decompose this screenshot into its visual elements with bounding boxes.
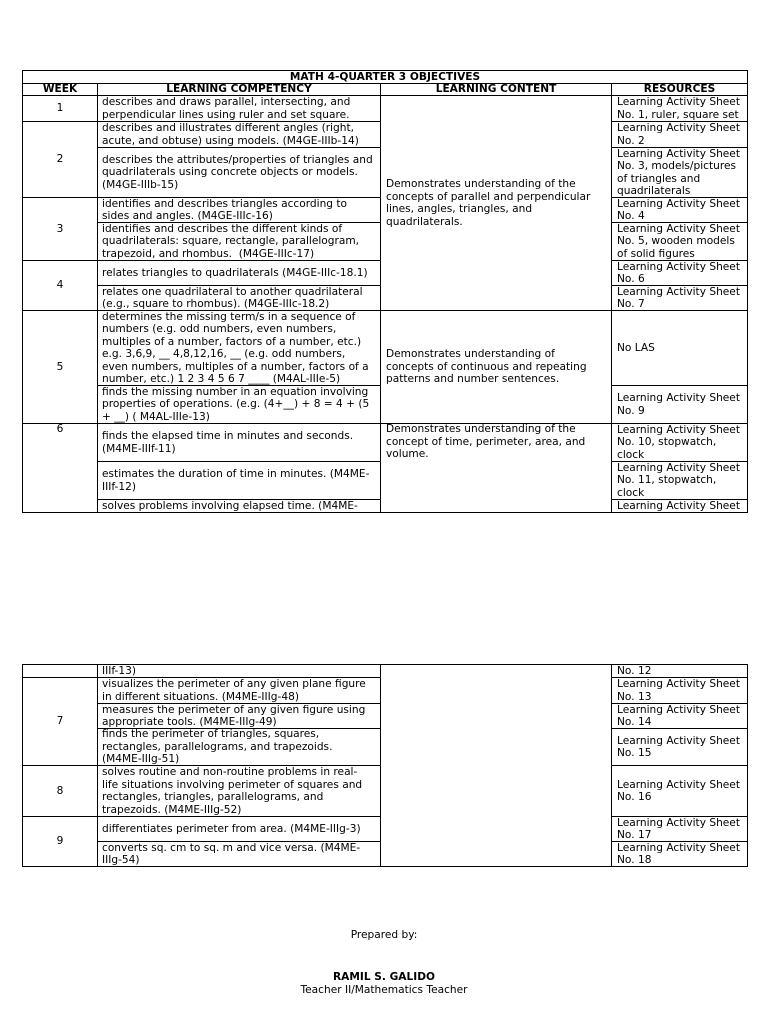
week-number: 5 bbox=[56, 360, 64, 373]
competency-cell bbox=[98, 311, 381, 386]
week-cell bbox=[23, 96, 98, 122]
competency-cell bbox=[98, 817, 381, 842]
week-cell-empty bbox=[23, 665, 98, 678]
header-resources: RESOURCES bbox=[643, 83, 716, 96]
header-content: LEARNING CONTENT bbox=[435, 83, 557, 96]
objectives-table bbox=[22, 70, 748, 513]
resources-text: Learning Activity Sheet No. 7 bbox=[617, 285, 740, 310]
header-resources-cell bbox=[612, 84, 748, 96]
competency-text: relates one quadrilateral to another quadrilateral (e.g., square to rhombus). (M4GE-IIIc-18.2) bbox=[102, 285, 363, 310]
resources-cell bbox=[612, 665, 748, 678]
resources-cell bbox=[612, 386, 748, 424]
competency-text: describes and illustrates different angles (right, acute, and obtuse) using models. (M4GE-IIIb-14) bbox=[102, 122, 359, 147]
week-cell bbox=[23, 122, 98, 198]
learning-content-cell bbox=[381, 311, 612, 424]
competency-text: relates triangles to quadrilaterals (M4GE-IIIc-18.1) bbox=[102, 266, 368, 279]
resources-text: Learning Activity Sheet No. 17 bbox=[617, 816, 740, 841]
week-cell bbox=[23, 817, 98, 867]
header-content-cell bbox=[381, 84, 612, 96]
competency-text: solves routine and non-routine problems in real- life situations involving perimeter of squares and rectangles, triangles, parallelograms, and trapezoids. (M4ME-IIIg-52) bbox=[102, 766, 363, 816]
competency-text: visualizes the perimeter of any given plane figure in different situations. (M4ME-IIIg-48) bbox=[102, 678, 366, 703]
resources-text: Learning Activity Sheet No. 13 bbox=[617, 678, 740, 703]
competency-cell bbox=[98, 424, 381, 462]
competency-text: differentiates perimeter from area. (M4ME-IIIg-3) bbox=[102, 822, 361, 835]
competency-cell bbox=[98, 665, 381, 678]
week-cell bbox=[23, 766, 98, 817]
resources-text: No. 12 bbox=[617, 664, 652, 677]
competency-text: identifies and describes triangles according to sides and angles. (M4GE-IIIc-16) bbox=[102, 197, 348, 222]
prepared-by-label: Prepared by: bbox=[350, 929, 418, 941]
resources-text: Learning Activity Sheet No. 16 bbox=[617, 778, 740, 803]
learning-content-cell bbox=[381, 665, 612, 867]
header-competency-cell bbox=[98, 84, 381, 96]
resources-text: Learning Activity Sheet bbox=[617, 499, 740, 512]
resources-text: Learning Activity Sheet No. 15 bbox=[617, 734, 740, 759]
competency-cell bbox=[98, 766, 381, 817]
competency-text: IIIf-13) bbox=[102, 664, 136, 677]
resources-cell bbox=[612, 817, 748, 842]
competency-cell bbox=[98, 198, 381, 223]
week-cell bbox=[23, 261, 98, 311]
learning-content-cell bbox=[381, 96, 612, 311]
resources-cell bbox=[612, 122, 748, 148]
learning-content-text: Demonstrates understanding of the concepts of parallel and perpendicular lines, angles, triangles, and quadrilaterals. bbox=[386, 178, 591, 228]
resources-cell bbox=[612, 842, 748, 867]
resources-cell bbox=[612, 424, 748, 462]
competency-text: finds the perimeter of triangles, squares, rectangles, parallelograms, and trapezoids. (M4ME-IIIg-51) bbox=[102, 728, 333, 766]
table-row bbox=[23, 96, 748, 122]
competency-text: describes and draws parallel, intersecting, and perpendicular lines using ruler and set square. bbox=[102, 96, 351, 121]
resources-text: Learning Activity Sheet No. 14 bbox=[617, 703, 740, 728]
competency-text: estimates the duration of time in minutes. (M4ME- IIIf-12) bbox=[102, 468, 370, 493]
competency-text: converts sq. cm to sq. m and vice versa. (M4ME- IIIg-54) bbox=[102, 841, 361, 866]
competency-cell bbox=[98, 462, 381, 500]
resources-cell bbox=[612, 704, 748, 729]
competency-cell bbox=[98, 286, 381, 311]
resources-cell bbox=[612, 766, 748, 817]
header-competency: LEARNING COMPETENCY bbox=[166, 83, 312, 96]
competency-cell bbox=[98, 223, 381, 261]
week-cell bbox=[23, 678, 98, 766]
resources-cell bbox=[612, 500, 748, 513]
resources-cell bbox=[612, 223, 748, 261]
resources-text: Learning Activity Sheet No. 9 bbox=[617, 392, 740, 417]
week-number: 9 bbox=[56, 835, 64, 848]
week-number: 1 bbox=[56, 102, 64, 115]
table-row bbox=[23, 665, 748, 678]
resources-text: Learning Activity Sheet No. 11, stopwatch, clock bbox=[617, 461, 740, 499]
competency-cell bbox=[98, 122, 381, 148]
week-number: 4 bbox=[56, 279, 64, 292]
competency-text: finds the missing number in an equation involving properties of operations. (e.g. (4+__) + 8 = 4 + (5 + __) ( M4AL-IIIe-13) bbox=[102, 385, 370, 423]
competency-text: identifies and describes the different kinds of quadrilaterals: square, rectangle, parallelogram, trapezoid, and rhombus. (M4GE-IIIc-17) bbox=[102, 222, 360, 260]
competency-text: determines the missing term/s in a sequence of numbers (e.g. odd numbers, even numbers, multiples of a number, factors of a number, etc.) e.g. 3,6,9, __ 4,8,12,16, __ (e.g. odd numbers, even numbers, multiples of a number, factors of a number, etc.) 1 2 3 4 5 6 7 ____ (M4AL-IIIe-5) bbox=[102, 310, 369, 385]
learning-content-cell bbox=[381, 424, 612, 513]
resources-cell bbox=[612, 96, 748, 122]
competency-cell bbox=[98, 386, 381, 424]
resources-cell bbox=[612, 286, 748, 311]
competency-text: describes the attributes/properties of triangles and quadrilaterals using concrete objects or models. (M4GE-IIIb-15) bbox=[102, 153, 373, 191]
table-row bbox=[23, 311, 748, 386]
resources-cell bbox=[612, 678, 748, 704]
learning-content-text: Demonstrates understanding of concepts of continuous and repeating patterns and number sentences. bbox=[386, 348, 587, 386]
week-cell bbox=[23, 198, 98, 261]
week-number: 6 bbox=[56, 423, 64, 435]
resources-text: Learning Activity Sheet No. 6 bbox=[617, 260, 740, 285]
resources-text: No LAS bbox=[617, 341, 655, 354]
learning-content-text: Demonstrates understanding of the concept of time, perimeter, area, and volume. bbox=[386, 423, 586, 460]
preparer-name: RAMIL S. GALIDO bbox=[332, 971, 435, 983]
competency-cell bbox=[98, 704, 381, 729]
resources-text: Learning Activity Sheet No. 10, stopwatch, clock bbox=[617, 423, 740, 461]
resources-text: Learning Activity Sheet No. 2 bbox=[617, 122, 740, 147]
objectives-table-continued bbox=[22, 664, 748, 867]
resources-text: Learning Activity Sheet No. 1, ruler, square set bbox=[617, 96, 740, 121]
competency-cell bbox=[98, 678, 381, 704]
resources-text: Learning Activity Sheet No. 3, models/pictures of triangles and quadrilaterals bbox=[617, 147, 740, 197]
resources-cell bbox=[612, 261, 748, 286]
competency-cell bbox=[98, 729, 381, 766]
competency-cell bbox=[98, 96, 381, 122]
week-cell bbox=[23, 311, 98, 424]
title-row bbox=[23, 71, 748, 84]
competency-cell bbox=[98, 148, 381, 198]
header-week-cell bbox=[23, 84, 98, 96]
table-title-cell bbox=[23, 71, 748, 84]
competency-cell bbox=[98, 842, 381, 867]
resources-cell bbox=[612, 148, 748, 198]
competency-text: finds the elapsed time in minutes and seconds. (M4ME-IIIf-11) bbox=[102, 430, 354, 455]
competency-cell bbox=[98, 261, 381, 286]
competency-text: measures the perimeter of any given figure using appropriate tools. (M4ME-IIIg-49) bbox=[102, 703, 366, 728]
table-row bbox=[23, 424, 748, 462]
header-week: WEEK bbox=[42, 83, 78, 96]
preparer-position: Teacher II/Mathematics Teacher bbox=[300, 984, 468, 996]
competency-text: solves problems involving elapsed time. (M4ME- bbox=[102, 499, 358, 512]
resources-cell bbox=[612, 311, 748, 386]
resources-cell bbox=[612, 198, 748, 223]
resources-cell bbox=[612, 729, 748, 766]
competency-cell bbox=[98, 500, 381, 513]
resources-cell bbox=[612, 462, 748, 500]
week-number: 2 bbox=[56, 153, 64, 166]
week-number: 7 bbox=[56, 715, 64, 728]
table-title: MATH 4-QUARTER 3 OBJECTIVES bbox=[289, 70, 481, 83]
resources-text: Learning Activity Sheet No. 5, wooden models of solid figures bbox=[617, 222, 740, 260]
header-row bbox=[23, 84, 748, 96]
week-number: 8 bbox=[56, 784, 64, 797]
week-number: 3 bbox=[56, 222, 64, 235]
resources-text: Learning Activity Sheet No. 4 bbox=[617, 197, 740, 222]
week-cell bbox=[23, 424, 98, 513]
resources-text: Learning Activity Sheet No. 18 bbox=[617, 841, 740, 866]
